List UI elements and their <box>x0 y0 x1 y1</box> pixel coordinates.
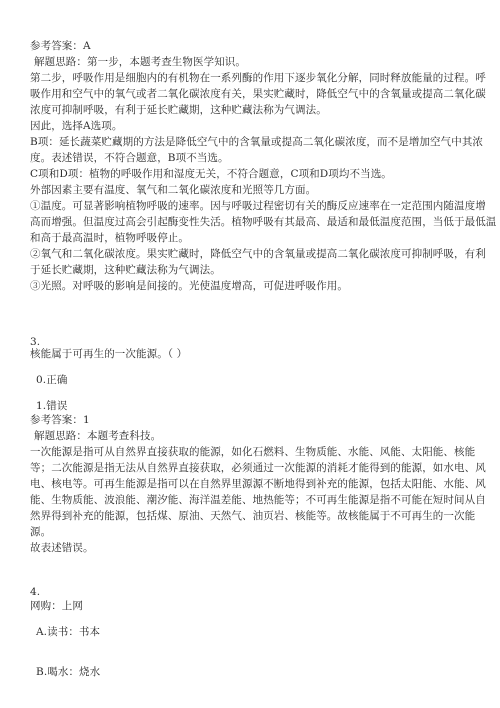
q3-analysis-line: 电、核电等。可再生能源是指可以在自然界里源源不断地得到补充的能源，包括太阳能、水能、风 <box>30 478 486 490</box>
q2-analysis-line: ①温度。可显著影响植物呼吸的速率。因与呼吸过程密切有关的酶反应速率在一定范围内随温度增 <box>30 200 486 212</box>
q2-analysis-line: 和高于最高温时，植物呼吸停止。 <box>30 232 189 244</box>
q2-analysis-line: 度。表述错误，不符合题意，B项不当选。 <box>30 152 229 164</box>
q2-analysis-line: ②氧气和二氧化碳浓度。果实贮藏时，降低空气中的含氧量或提高二氧化碳浓度可抑制呼吸，有利 <box>30 248 486 260</box>
q3-analysis-line: 解题思路：本题考查科技。 <box>34 430 162 442</box>
q3-option-1[interactable]: 1.错误 <box>36 400 68 412</box>
q4-option-a[interactable]: A.读书：书本 <box>36 626 101 638</box>
q2-analysis-line: 高而增强。但温度过高会引起酶变性失活。植物呼吸有其最高、最适和最低温度范围，当低于最低温 <box>30 216 497 228</box>
q2-analysis-line: 浓度可抑制呼吸，有利于延长贮藏期，这种贮藏法称为气调法。 <box>30 104 327 116</box>
q3-option-0[interactable]: 0.正确 <box>36 374 68 386</box>
q3-answer-label: 参考答案：1 <box>30 414 90 426</box>
q2-analysis-line: 吸作用和空气中的氧气或者二氧化碳浓度有关，果实贮藏时，降低空气中的含氧量或提高二氧化碳 <box>30 88 486 100</box>
q2-analysis-line: 因此，选择A选项。 <box>30 120 123 132</box>
q2-analysis-line: C项和D项：植物的呼吸作用和湿度无关，不符合题意，C项和D项均不当选。 <box>30 168 392 180</box>
q2-analysis-line: ③光照。对呼吸的影响是间接的。光使温度增高，可促进呼吸作用。 <box>30 280 348 292</box>
q2-analysis-line: 外部因素主要有温度、氧气和二氧化碳浓度和光照等几方面。 <box>30 184 317 196</box>
q3-analysis-line: 能、生物质能、波浪能、潮汐能、海洋温差能、地热能等；不可再生能源是指不可能在短时间从自 <box>30 494 486 506</box>
q3-analysis-line: 等；二次能源是指无法从自然界直接获取，必须通过一次能源的消耗才能得到的能源，如水电、风 <box>30 462 486 474</box>
q3-analysis-line: 源。 <box>30 526 52 538</box>
q4-option-b[interactable]: B.喝水：烧水 <box>36 666 101 678</box>
q2-answer-label: 参考答案：A <box>30 40 91 52</box>
q2-analysis-line: 于延长贮藏期，这种贮藏法称为气调法。 <box>30 264 221 276</box>
q3-question-text: 核能属于可再生的一次能源。（ ） <box>30 348 188 360</box>
q2-analysis-line: 解题思路：第一步，本题考查生物医学知识。 <box>34 56 246 68</box>
q2-analysis-line: 第二步，呼吸作用是细胞内的有机物在一系列酶的作用下逐步氧化分解，同时释放能量的过程。呼 <box>30 72 486 84</box>
q2-analysis-line: B项：延长蔬菜贮藏期的方法是降低空气中的含氧量或提高二氧化碳浓度，而不是增加空气中其浓 <box>30 136 484 148</box>
q3-analysis-line: 然界得到补充的能源，包括煤、原油、天然气、油页岩、核能等。故核能属于不可再生的一次能 <box>30 510 476 522</box>
q3-analysis-line: 故表述错误。 <box>30 542 94 554</box>
q3-analysis-line: 一次能源是指可从自然界直接获取的能源，如化石燃料、生物质能、水能、风能、太阳能、核能 <box>30 446 476 458</box>
q4-question-text: 网购：上网 <box>30 600 83 612</box>
q3-number: 3. <box>30 336 41 348</box>
q4-number: 4. <box>30 586 41 598</box>
